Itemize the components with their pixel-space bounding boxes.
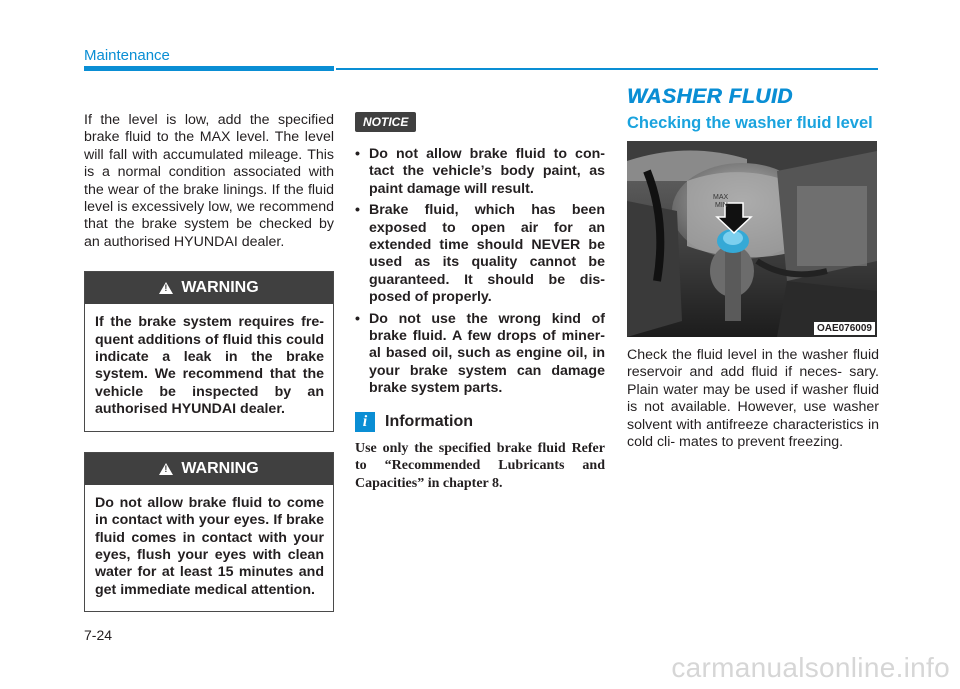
column-middle bbox=[355, 112, 605, 492]
max-label: MAX bbox=[713, 194, 729, 201]
section-title: Maintenance bbox=[84, 47, 170, 64]
info-icon: i bbox=[355, 412, 375, 432]
engine-bay-illustration bbox=[627, 141, 877, 337]
brake-level-paragraph: If the level is low, add the specified brake fluid to the MAX level. The level will fall with accumulated mileage. This is a normal condition associated with the wear of the brake linings. If the fluid level is excessively low, we recommend that the brake system be checked by an authorised HYUNDAI dealer. bbox=[84, 112, 334, 250]
warning-header bbox=[85, 272, 333, 304]
warning-header bbox=[85, 453, 333, 485]
warning-triangle-icon bbox=[159, 463, 173, 475]
washer-fluid-paragraph: Check the fluid level in the washer fluid reservoir and add fluid if neces- sary. Plain water may be used if washer fluid is not available. However, use washer solvent with antifreeze characteristics in cold cli- mates to prevent freezing. bbox=[627, 347, 879, 451]
warning-label: WARNING bbox=[181, 459, 259, 477]
min-label: MIN bbox=[715, 202, 728, 209]
warning-text: If the brake system requires fre- quent additions of fluid this could indicate a leak in the brake system. We recommend that the vehicle be inspected by an authorised HYUNDAI dealer. bbox=[95, 314, 324, 418]
page-number: 7-24 bbox=[84, 627, 113, 643]
column-right bbox=[627, 85, 879, 451]
list-item: • Brake fluid, which has been exposed to open air for an extended time should NEVER be used as its quality cannot be guaranteed. It should be dis- posed of properly. bbox=[355, 202, 605, 306]
washer-fluid-subheading: Checking the washer fluid level bbox=[627, 114, 873, 132]
notice-badge: NOTICE bbox=[355, 112, 416, 132]
warning-label: WARNING bbox=[181, 279, 259, 297]
list-item: • Do not allow brake fluid to con- tact the vehicle’s body paint, as paint damage will result. bbox=[355, 146, 605, 198]
information-header bbox=[355, 412, 605, 432]
warning-box-eyes bbox=[84, 452, 334, 612]
header-rule-thin bbox=[336, 68, 878, 70]
notice-bullets bbox=[355, 146, 605, 398]
photo-code: OAE076009 bbox=[814, 322, 875, 335]
washer-fluid-heading: WASHER FLUID bbox=[627, 85, 793, 108]
information-text: Use only the specified brake fluid Refer to “Recommended Lubricants and Capacities” in chapter 8. bbox=[355, 440, 605, 491]
header-rule-thick bbox=[84, 66, 334, 71]
list-item: • Do not use the wrong kind of brake fluid. A few drops of miner- al based oil, such as engine oil, in your brake system can damage brake system parts. bbox=[355, 311, 605, 398]
column-left bbox=[84, 112, 334, 612]
watermark: carmanualsonline.info bbox=[671, 652, 950, 683]
information-title: Information bbox=[385, 412, 473, 430]
engine-bay-photo bbox=[627, 141, 877, 337]
warning-triangle-icon bbox=[159, 282, 173, 294]
warning-text: Do not allow brake fluid to come in contact with your eyes. If brake fluid comes in contact with your eyes, flush your eyes with clean water for at least 15 minutes and get immediate medical attention. bbox=[95, 494, 324, 598]
warning-box-leak bbox=[84, 271, 334, 431]
